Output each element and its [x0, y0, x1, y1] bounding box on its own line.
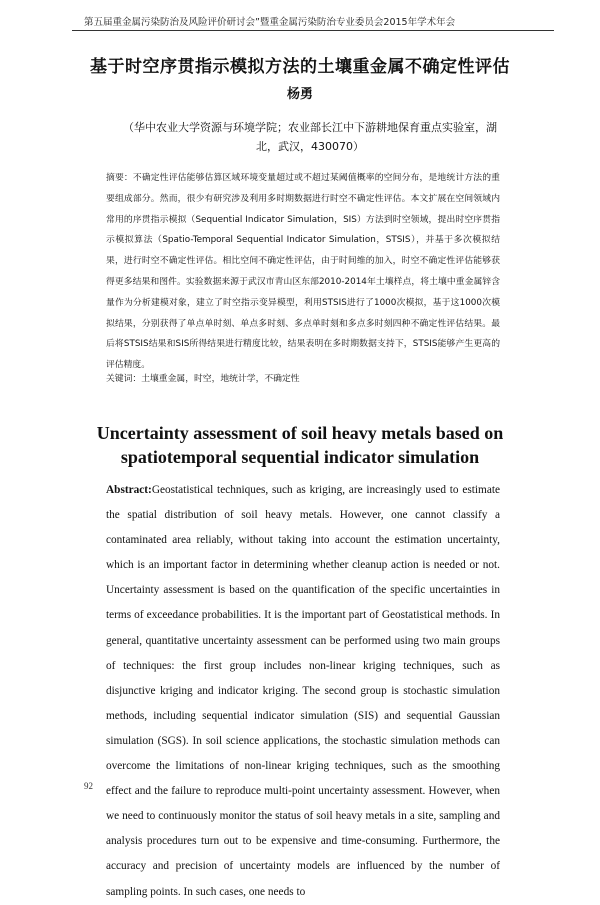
- chinese-abstract: [106, 168, 500, 376]
- english-title: Uncertainty assessment of soil heavy metals based on spatiotemporal sequential indicator simulation: [96, 423, 504, 467]
- header-divider: [72, 30, 554, 31]
- english-abstract: [106, 478, 500, 905]
- chinese-keywords-label: 关键词：: [106, 374, 142, 384]
- chinese-abstract-text: 不确定性评估能够估算区域环境变量超过或不超过某阈值概率的空间分布，是地统计方法的重要组成部分。然而，很少有研究涉及利用多时期数据进行时空不确定性评估。本文扩展在空间领域内常用的序贯指示模拟（Sequential Indicator Simulation，SIS）方法到时空领域，提出时空序贯指示模拟算法（Spatio-Temporal Sequential Indicator Simulation，STSIS），并基于多次模拟结果，进行时空不确定性评估。相比空间不确定性评估，由于时间维的加入，时空不确定性评估能够获得更多结果和图件。实验数据来源于武汉市青山区东部2010-2014年土壤样点，将土壤中重金属锌含量作为分析建模对象，建立了时空指示变异模型，利用STSIS进行了1000次模拟，基于这1000次模拟结果，分别获得了单点单时刻、单点多时刻、多点单时刻和多点多时刻四种不确定性评估结果。最后将STSIS结果和SIS所得结果进行精度比较，结果表明在多时期数据支持下，STSIS能够产生更高的评估精度。: [106, 173, 500, 371]
- chinese-abstract-label: 摘要：: [106, 173, 133, 183]
- chinese-title: 基于时空序贯指示模拟方法的土壤重金属不确定性评估: [90, 57, 510, 77]
- page-number: 92: [84, 781, 93, 791]
- running-header: 第五届重金属污染防治及风险评价研讨会”暨重金属污染防治专业委员会2015年学术年会: [84, 17, 456, 28]
- chinese-keywords-text: 土壤重金属，时空，地统计学，不确定性: [141, 374, 300, 384]
- chinese-affiliation: （华中农业大学资源与环境学院；农业部长江中下游耕地保育重点实验室，湖北，武汉，430070）: [123, 121, 497, 153]
- chinese-author: 杨勇: [286, 87, 313, 102]
- chinese-keywords: [106, 371, 500, 384]
- english-abstract-label: Abstract:: [106, 484, 152, 496]
- english-abstract-text: Geostatistical techniques, such as kriging, are increasingly used to estimate the spatial distribution of soil heavy metals. However, one cannot classify a contaminated area reliably, without taking into account the estimation uncertainty, which is an important factor in determining whether cleanup action is needed or not. Uncertainty assessment is based on the quantification of the specific uncertainties in terms of exceedance probabilities. It is the important part of Geostatistical methods. In general, quantitative uncertainty assessment can be performed using two main groups of techniques: the first group includes non-linear kriging techniques, such as disjunctive kriging and indicator kriging. The second group is stochastic simulation methods, including sequential indicator simulation (SIS) and sequential Gaussian simulation (SGS). In soil science applications, the stochastic simulation methods can overcome the limitations of non-linear kriging techniques, such as the smoothing effect and the failure to reproduce multi-point uncertainty assessment. However, when we need to continuously monitor the status of soil heavy metals in a site, sampling and analysis procedures turn out to be expensive and time-consuming. Furthermore, the accuracy and precision of uncertainty models are influenced by the number of sampling points. In such cases, one needs to: [106, 484, 500, 898]
